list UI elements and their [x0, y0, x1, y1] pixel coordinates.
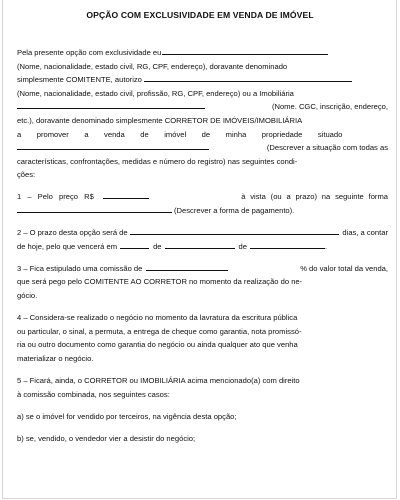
clause-1-text-a: 1 – Pelo preço R$ [17, 192, 94, 202]
clause-5-text-b: à comissão combinada, nos seguintes casos: [17, 389, 170, 399]
intro-text-1: Pela presente opção com exclusividade eu [17, 48, 162, 57]
clause-2-text-f: . [324, 241, 328, 251]
clause-4 [17, 311, 388, 365]
property-location-blank [17, 141, 209, 150]
intro-text-2: (Nome, nacionalidade, estado civil, RG, CPF, endereço), doravante denominado [17, 61, 288, 71]
clause-2-text-a: 2 – O prazo desta opção será de [17, 228, 128, 238]
price-blank [103, 190, 149, 199]
imobiliaria-name-blank [17, 100, 205, 109]
clause-3-text-d: gócio. [17, 291, 38, 300]
clause-1-text-c: (Descrever a forma de pagamento). [174, 206, 295, 216]
clause-2 [17, 226, 388, 253]
clause-4-text-c: ria ou outro documento como garantia do negócio ou ainda qualquer ato que venha [17, 340, 298, 350]
clause-4-text-d: materializar o negócio. [17, 353, 94, 363]
clause-2-text-d: de [153, 241, 162, 251]
commission-blank [146, 262, 228, 271]
intro-text-9: características, confrontações, medidas e número do registro) nas seguintes condi- [17, 156, 298, 166]
intro-text-8: (Descrever a situação com todas as [266, 143, 388, 153]
clause-2-text-e: de [238, 241, 247, 251]
payment-form-blank [17, 204, 172, 213]
item-b-text: b) se, vendido, o vendedor vier a desistir do negócio; [17, 433, 196, 443]
paragraph-intro [17, 46, 388, 182]
clause-5-item-b [17, 432, 388, 446]
intro-text-7: a promover a venda de imóvel de minha propriedade situado [17, 129, 343, 139]
document-body [17, 46, 388, 454]
intro-text-5: (Nome. CGC, inscrição, endereço, [271, 102, 388, 112]
clause-2-text-c: de hoje, pelo que vencerá em [17, 241, 118, 251]
corretor-name-blank [144, 73, 352, 82]
clause-3-text-c: que será pego pelo COMITENTE AO CORRETOR no momento da realização do ne- [17, 277, 303, 287]
clause-4-text-b: ou particular, o sinal, a permuta, a entrega de cheque como garantia, nota promissó- [17, 326, 302, 336]
due-year-blank [250, 240, 325, 249]
clause-1-text-b: à vista (ou a prazo) na seguinte forma [241, 192, 388, 202]
intro-text-6: etc.), doravante denominado simplesmente CORRETOR DE IMÓVEIS/IMOBILIÁRIA [17, 115, 303, 125]
clause-4-text-a: 4 – Considera-se realizado o negócio no momento da lavratura da escritura pública [17, 313, 298, 323]
document-title: OPÇÃO COM EXCLUSIVIDADE EM VENDA DE IMÓVEL [86, 10, 314, 20]
due-month-blank [165, 240, 235, 249]
clause-3-text-a: 3 – Fica estipulado uma comissão de [17, 263, 143, 273]
clause-1 [17, 190, 388, 217]
comitente-name-blank [162, 46, 328, 55]
clause-3-text-b: % do valor total da venda, [300, 263, 388, 273]
days-blank [130, 226, 340, 235]
clause-5-item-a [17, 410, 388, 424]
clause-5 [17, 374, 388, 401]
clause-2-text-b: dias, a contar [342, 228, 388, 238]
clause-5-text-a: 5 – Ficará, ainda, o CORRETOR ou IMOBILIÁRIA acima mencionado(a) com direito [17, 375, 300, 385]
clause-3 [17, 262, 388, 303]
due-day-blank [120, 240, 149, 249]
intro-text-3: simplesmente COMITENTE, autorizo [17, 75, 142, 85]
item-a-text: a) se o imóvel for vendido por terceiros, na vigência desta opção; [17, 411, 237, 421]
intro-text-10: ções: [17, 170, 36, 180]
intro-text-4: (Nome, nacionalidade, estado civil, profissão, RG, CPF, endereço) ou a Imobiliária [17, 88, 294, 98]
